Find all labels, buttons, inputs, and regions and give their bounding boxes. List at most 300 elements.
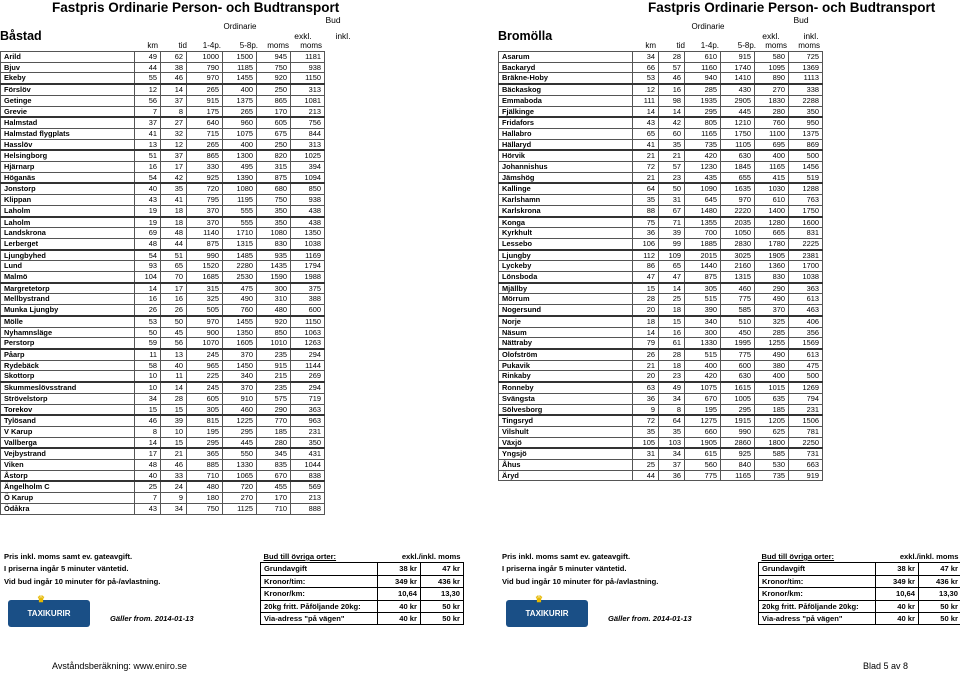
rate-cell: 500 [789, 150, 823, 161]
rate-cell: 805 [685, 117, 721, 128]
place-name: Yngsjö [499, 448, 633, 459]
table-row [1, 448, 325, 459]
table-row [1, 437, 325, 448]
rate-cell: 550 [223, 448, 257, 459]
rate-cell: 15 [161, 404, 187, 415]
rate-cell: 1000 [187, 52, 223, 63]
rate-cell: 1038 [291, 238, 325, 249]
rate-cell: 270 [223, 493, 257, 504]
place-name: Torekov [1, 404, 135, 415]
rate-cell: 2530 [223, 272, 257, 283]
rate-cell: 23 [659, 371, 685, 382]
exkl-header-right: exkl. [762, 31, 780, 41]
rate-cell: 510 [721, 316, 755, 327]
rate-cell: 35 [161, 183, 187, 194]
rate-cell: 865 [187, 150, 223, 161]
rate-cell: 66 [633, 62, 659, 73]
place-name: Ängelholm C [1, 481, 135, 492]
rate-cell: 940 [685, 73, 721, 84]
rate-cell: 770 [257, 415, 291, 426]
place-name: Fjälkinge [499, 106, 633, 117]
place-name: Hörvik [499, 150, 633, 161]
tax-row [261, 588, 464, 600]
rate-cell: 12 [633, 84, 659, 95]
table-row [1, 139, 325, 150]
rate-cell: 1435 [257, 261, 291, 272]
rate-cell: 1005 [721, 393, 755, 404]
table-row [1, 481, 325, 492]
rate-cell: 919 [789, 470, 823, 481]
rate-cell: 1455 [223, 73, 257, 84]
table-row [1, 338, 325, 349]
rate-cell: 1075 [223, 128, 257, 139]
table-row [499, 238, 823, 249]
rate-cell: 1450 [223, 360, 257, 371]
table-row [1, 393, 325, 404]
place-name: Laholm [1, 217, 135, 228]
rate-cell: 585 [721, 305, 755, 316]
rate-cell: 37 [161, 150, 187, 161]
place-name: Backaryd [499, 62, 633, 73]
rate-cell: 48 [135, 238, 161, 249]
rate-cell: 1205 [755, 415, 789, 426]
rate-cell: 710 [187, 470, 223, 481]
rate-cell: 20 [633, 305, 659, 316]
rate-cell: 1210 [721, 117, 755, 128]
tax-row [759, 575, 960, 587]
table-row [499, 437, 823, 448]
rate-cell: 18 [659, 305, 685, 316]
rate-cell: 50 [659, 183, 685, 194]
rate-cell: 630 [721, 371, 755, 382]
place-name: Grevie [1, 106, 135, 117]
rate-cell: 1456 [789, 162, 823, 173]
rate-cell: 1350 [291, 228, 325, 239]
rate-cell: 71 [659, 217, 685, 228]
rate-cell: 1063 [291, 327, 325, 338]
rate-cell: 1094 [291, 172, 325, 183]
crown-icon: ♛ [535, 594, 544, 604]
rate-cell: 338 [789, 84, 823, 95]
rate-cell: 13 [161, 349, 187, 360]
rate-cell: 1275 [685, 415, 721, 426]
place-name: Åstorp [1, 470, 135, 481]
rate-cell: 51 [161, 250, 187, 261]
rate-cell: 500 [789, 371, 823, 382]
tax-value: 10,64 [876, 588, 919, 600]
rate-cell: 16 [659, 84, 685, 95]
rate-cell: 1044 [291, 460, 325, 471]
rate-cell: 438 [291, 205, 325, 216]
rate-cell: 1390 [223, 172, 257, 183]
rate-cell: 463 [789, 305, 823, 316]
rate-cell: 1635 [721, 183, 755, 194]
rate-cell: 1185 [223, 62, 257, 73]
rate-cell: 1144 [291, 360, 325, 371]
rate-cell: 175 [187, 106, 223, 117]
taxikurir-logo [8, 594, 90, 627]
rate-cell: 660 [685, 426, 721, 437]
col-moms-exkl-right: moms [765, 41, 787, 50]
rate-cell: 44 [135, 62, 161, 73]
rate-cell: 610 [685, 52, 721, 63]
rate-cell: 17 [135, 448, 161, 459]
rate-cell: 888 [291, 503, 325, 514]
footer-note-price-right: Pris inkl. moms samt ev. gateavgift. [502, 552, 631, 561]
rate-cell: 313 [291, 84, 325, 95]
rate-cell: 613 [789, 349, 823, 360]
rate-cell: 340 [223, 371, 257, 382]
rate-cell: 1080 [223, 183, 257, 194]
rate-cell: 300 [257, 283, 291, 294]
rate-cell: 250 [257, 139, 291, 150]
rate-cell: 415 [755, 172, 789, 183]
rate-cell: 290 [755, 283, 789, 294]
rate-cell: 33 [161, 470, 187, 481]
rate-cell: 665 [755, 228, 789, 239]
rate-cell: 915 [187, 95, 223, 106]
rate-cell: 710 [257, 503, 291, 514]
rate-cell: 695 [755, 139, 789, 150]
rate-cell: 16 [135, 294, 161, 305]
place-name: Tylösand [1, 415, 135, 426]
rate-cell: 1685 [187, 272, 223, 283]
rate-cell: 615 [685, 448, 721, 459]
origin-place: Båstad [0, 29, 42, 43]
rate-cell: 54 [135, 172, 161, 183]
place-name: Bjuv [1, 62, 135, 73]
rate-cell: 34 [161, 503, 187, 514]
rate-cell: 1038 [789, 272, 823, 283]
rate-cell: 925 [721, 448, 755, 459]
rate-cell: 57 [659, 162, 685, 173]
table-row [1, 250, 325, 261]
place-name: Karlshamn [499, 195, 633, 206]
rate-cell: 655 [721, 172, 755, 183]
rate-cell: 41 [135, 128, 161, 139]
rate-cell: 388 [291, 294, 325, 305]
rate-cell: 47 [633, 272, 659, 283]
rate-cell: 235 [257, 349, 291, 360]
rate-cell: 1410 [721, 73, 755, 84]
rate-cell: 35 [659, 426, 685, 437]
place-name: Lyckeby [499, 261, 633, 272]
rate-cell: 890 [755, 73, 789, 84]
rate-cell: 305 [685, 283, 721, 294]
place-name: Bräkne-Hoby [499, 73, 633, 84]
rate-cell: 1605 [223, 338, 257, 349]
rate-cell: 265 [187, 84, 223, 95]
tax-value: 10,64 [378, 588, 421, 600]
rates-table-right [498, 51, 823, 481]
rate-cell: 775 [685, 470, 721, 481]
place-name: Halmstad flygplats [1, 128, 135, 139]
place-name: Laholm [1, 205, 135, 216]
rate-cell: 14 [633, 106, 659, 117]
rate-cell: 750 [257, 62, 291, 73]
place-name: Åhus [499, 460, 633, 471]
col-moms-inkl-right: moms [798, 41, 820, 50]
rate-cell: 1615 [721, 382, 755, 393]
rate-cell: 19 [135, 217, 161, 228]
rate-cell: 305 [187, 404, 223, 415]
rate-cell: 10 [135, 371, 161, 382]
rate-cell: 39 [161, 415, 187, 426]
rate-cell: 585 [755, 448, 789, 459]
rate-cell: 17 [161, 162, 187, 173]
tax-label: Kronor/tim: [759, 575, 876, 587]
rate-cell: 760 [223, 305, 257, 316]
valid-from: Gäller from. 2014-01-13 [110, 614, 194, 623]
rate-cell: 1375 [789, 128, 823, 139]
rate-cell: 720 [187, 183, 223, 194]
rate-cell: 42 [161, 172, 187, 183]
rate-cell: 105 [633, 437, 659, 448]
rate-cell: 830 [257, 238, 291, 249]
tax-head-right: Bud till övriga orter: [759, 551, 876, 563]
table-row [499, 404, 823, 415]
rate-cell: 370 [187, 217, 223, 228]
table-row [499, 349, 823, 360]
table-row [1, 294, 325, 305]
rate-cell: 950 [789, 117, 823, 128]
rate-cell: 41 [633, 139, 659, 150]
rate-cell: 915 [257, 360, 291, 371]
rate-cell: 356 [789, 327, 823, 338]
rate-cell: 28 [659, 349, 685, 360]
rate-cell: 313 [291, 139, 325, 150]
rate-cell: 1113 [789, 73, 823, 84]
rate-cell: 530 [755, 460, 789, 471]
rate-cell: 46 [161, 460, 187, 471]
table-row [1, 503, 325, 514]
table-row [499, 73, 823, 84]
distance-link[interactable]: Avståndsberäkning: www.eniro.se [52, 661, 187, 671]
place-name: Bäckaskog [499, 84, 633, 95]
table-row [499, 283, 823, 294]
rate-cell: 34 [633, 52, 659, 63]
place-name: Svängsta [499, 393, 633, 404]
footer-note-loading-right: Vid bud ingår 10 minuter för på-/avlastning. [502, 576, 659, 586]
table-row [499, 172, 823, 183]
col-tid-right: tid [676, 41, 685, 50]
place-name: Mellbystrand [1, 294, 135, 305]
rate-cell: 21 [161, 448, 187, 459]
rate-cell: 455 [257, 481, 291, 492]
rate-cell: 1830 [755, 95, 789, 106]
place-name: Hasslöv [1, 139, 135, 150]
rate-cell: 1590 [257, 272, 291, 283]
place-name: Helsingborg [1, 150, 135, 161]
rate-cell: 1080 [257, 228, 291, 239]
rate-cell: 56 [135, 95, 161, 106]
bud-header: Bud [325, 15, 341, 25]
tax-label: Kronor/km: [261, 588, 378, 600]
valid-from-right: Gäller from. 2014-01-13 [608, 614, 692, 623]
table-row [1, 84, 325, 95]
rate-cell: 600 [721, 360, 755, 371]
tax-value: 50 kr [919, 600, 960, 612]
tax-label: 20kg fritt. Påföljande 20kg: [261, 600, 378, 612]
rate-cell: 865 [257, 95, 291, 106]
rate-cell: 295 [223, 426, 257, 437]
rate-cell: 2225 [789, 238, 823, 249]
rate-cell: 59 [135, 338, 161, 349]
rate-cell: 300 [685, 327, 721, 338]
rate-cell: 180 [187, 493, 223, 504]
rate-cell: 1255 [755, 338, 789, 349]
rate-cell: 46 [135, 415, 161, 426]
table-row [1, 272, 325, 283]
place-name: Mölle [1, 316, 135, 327]
rate-cell: 17 [161, 283, 187, 294]
rate-cell: 2250 [789, 437, 823, 448]
place-name: Olofström [499, 349, 633, 360]
rate-cell: 35 [633, 426, 659, 437]
rate-cell: 363 [789, 283, 823, 294]
rate-cell: 1230 [685, 162, 721, 173]
rate-cell: 18 [161, 217, 187, 228]
rate-cell: 1315 [223, 238, 257, 249]
rate-cell: 18 [161, 205, 187, 216]
place-name: Strövelstorp [1, 393, 135, 404]
table-row [1, 470, 325, 481]
rate-cell: 1315 [721, 272, 755, 283]
rate-cell: 46 [161, 73, 187, 84]
rate-cell: 21 [633, 360, 659, 371]
tax-value: 47 kr [919, 563, 960, 575]
rate-cell: 109 [659, 250, 685, 261]
rate-cell: 1369 [789, 62, 823, 73]
rate-cell: 213 [291, 106, 325, 117]
rate-cell: 1125 [223, 503, 257, 514]
logo-text: TAXIKURIR [27, 609, 71, 618]
tax-row [261, 600, 464, 612]
rate-cell: 43 [135, 503, 161, 514]
place-name: Fridafors [499, 117, 633, 128]
table-row [1, 261, 325, 272]
rate-cell: 920 [257, 316, 291, 327]
rate-cell: 575 [257, 393, 291, 404]
rate-cell: 938 [291, 62, 325, 73]
rate-cell: 106 [633, 238, 659, 249]
rate-cell: 1400 [755, 205, 789, 216]
rate-cell: 23 [659, 172, 685, 183]
rate-cell: 28 [659, 52, 685, 63]
rate-cell: 445 [223, 437, 257, 448]
rate-cell: 900 [187, 327, 223, 338]
rate-cell: 1905 [755, 250, 789, 261]
rate-cell: 1600 [789, 217, 823, 228]
tax-value: 40 kr [378, 613, 421, 625]
rate-cell: 390 [685, 305, 721, 316]
rate-cell: 965 [187, 360, 223, 371]
tax-row [261, 613, 464, 625]
table-row [499, 139, 823, 150]
rate-cell: 756 [291, 117, 325, 128]
place-name: Landskrona [1, 228, 135, 239]
rate-cell: 1025 [291, 150, 325, 161]
rate-cell: 1165 [685, 128, 721, 139]
rate-cell: 1140 [187, 228, 223, 239]
rate-cell: 775 [721, 349, 755, 360]
table-row [1, 305, 325, 316]
rate-cell: 1794 [291, 261, 325, 272]
tax-row [261, 563, 464, 575]
rate-cell: 11 [135, 349, 161, 360]
rate-cell: 925 [187, 172, 223, 183]
rate-cell: 1500 [223, 52, 257, 63]
rate-cell: 1090 [685, 183, 721, 194]
rate-cell: 1165 [755, 162, 789, 173]
rate-cell: 400 [755, 150, 789, 161]
rate-cell: 519 [789, 172, 823, 183]
rate-cell: 775 [721, 294, 755, 305]
rate-cell: 635 [755, 393, 789, 404]
table-row [499, 183, 823, 194]
table-row [499, 272, 823, 283]
rate-cell: 475 [789, 360, 823, 371]
place-name: Jämshög [499, 172, 633, 183]
place-name: Ljungbyhed [1, 250, 135, 261]
rate-cell: 1169 [291, 250, 325, 261]
tax-row [759, 588, 960, 600]
table-row [1, 349, 325, 360]
tax-value: 436 kr [421, 575, 464, 587]
rate-cell: 45 [161, 327, 187, 338]
rate-cell: 600 [291, 305, 325, 316]
rate-cell: 14 [135, 283, 161, 294]
rate-cell: 725 [789, 52, 823, 63]
rate-cell: 65 [659, 261, 685, 272]
rate-cell: 285 [755, 327, 789, 338]
rate-cell: 670 [257, 470, 291, 481]
rate-cell: 269 [291, 371, 325, 382]
rate-cell: 25 [659, 294, 685, 305]
rate-cell: 1480 [685, 205, 721, 216]
tax-value: 13,30 [919, 588, 960, 600]
place-name: Margretetorp [1, 283, 135, 294]
rate-cell: 112 [633, 250, 659, 261]
rate-cell: 400 [223, 139, 257, 150]
rate-cell: 2860 [721, 437, 755, 448]
tax-value: 40 kr [378, 600, 421, 612]
table-row [1, 360, 325, 371]
rate-cell: 495 [223, 162, 257, 173]
tax-value: 47 kr [421, 563, 464, 575]
rate-cell: 840 [721, 460, 755, 471]
table-row [499, 393, 823, 404]
rate-cell: 460 [721, 283, 755, 294]
rate-cell: 1165 [721, 470, 755, 481]
rate-cell: 2015 [685, 250, 721, 261]
place-name: Höganäs [1, 172, 135, 183]
rate-cell: 885 [187, 460, 223, 471]
rate-cell: 9 [633, 404, 659, 415]
rate-cell: 14 [135, 437, 161, 448]
rate-cell: 37 [135, 117, 161, 128]
rate-cell: 27 [161, 117, 187, 128]
rate-cell: 330 [187, 162, 223, 173]
rate-cell: 370 [187, 205, 223, 216]
rate-cell: 406 [789, 316, 823, 327]
rate-cell: 1100 [755, 128, 789, 139]
rate-cell: 1280 [755, 217, 789, 228]
rate-cell: 11 [161, 371, 187, 382]
place-name: Rinkaby [499, 371, 633, 382]
rate-cell: 663 [789, 460, 823, 471]
rate-cell: 18 [633, 316, 659, 327]
